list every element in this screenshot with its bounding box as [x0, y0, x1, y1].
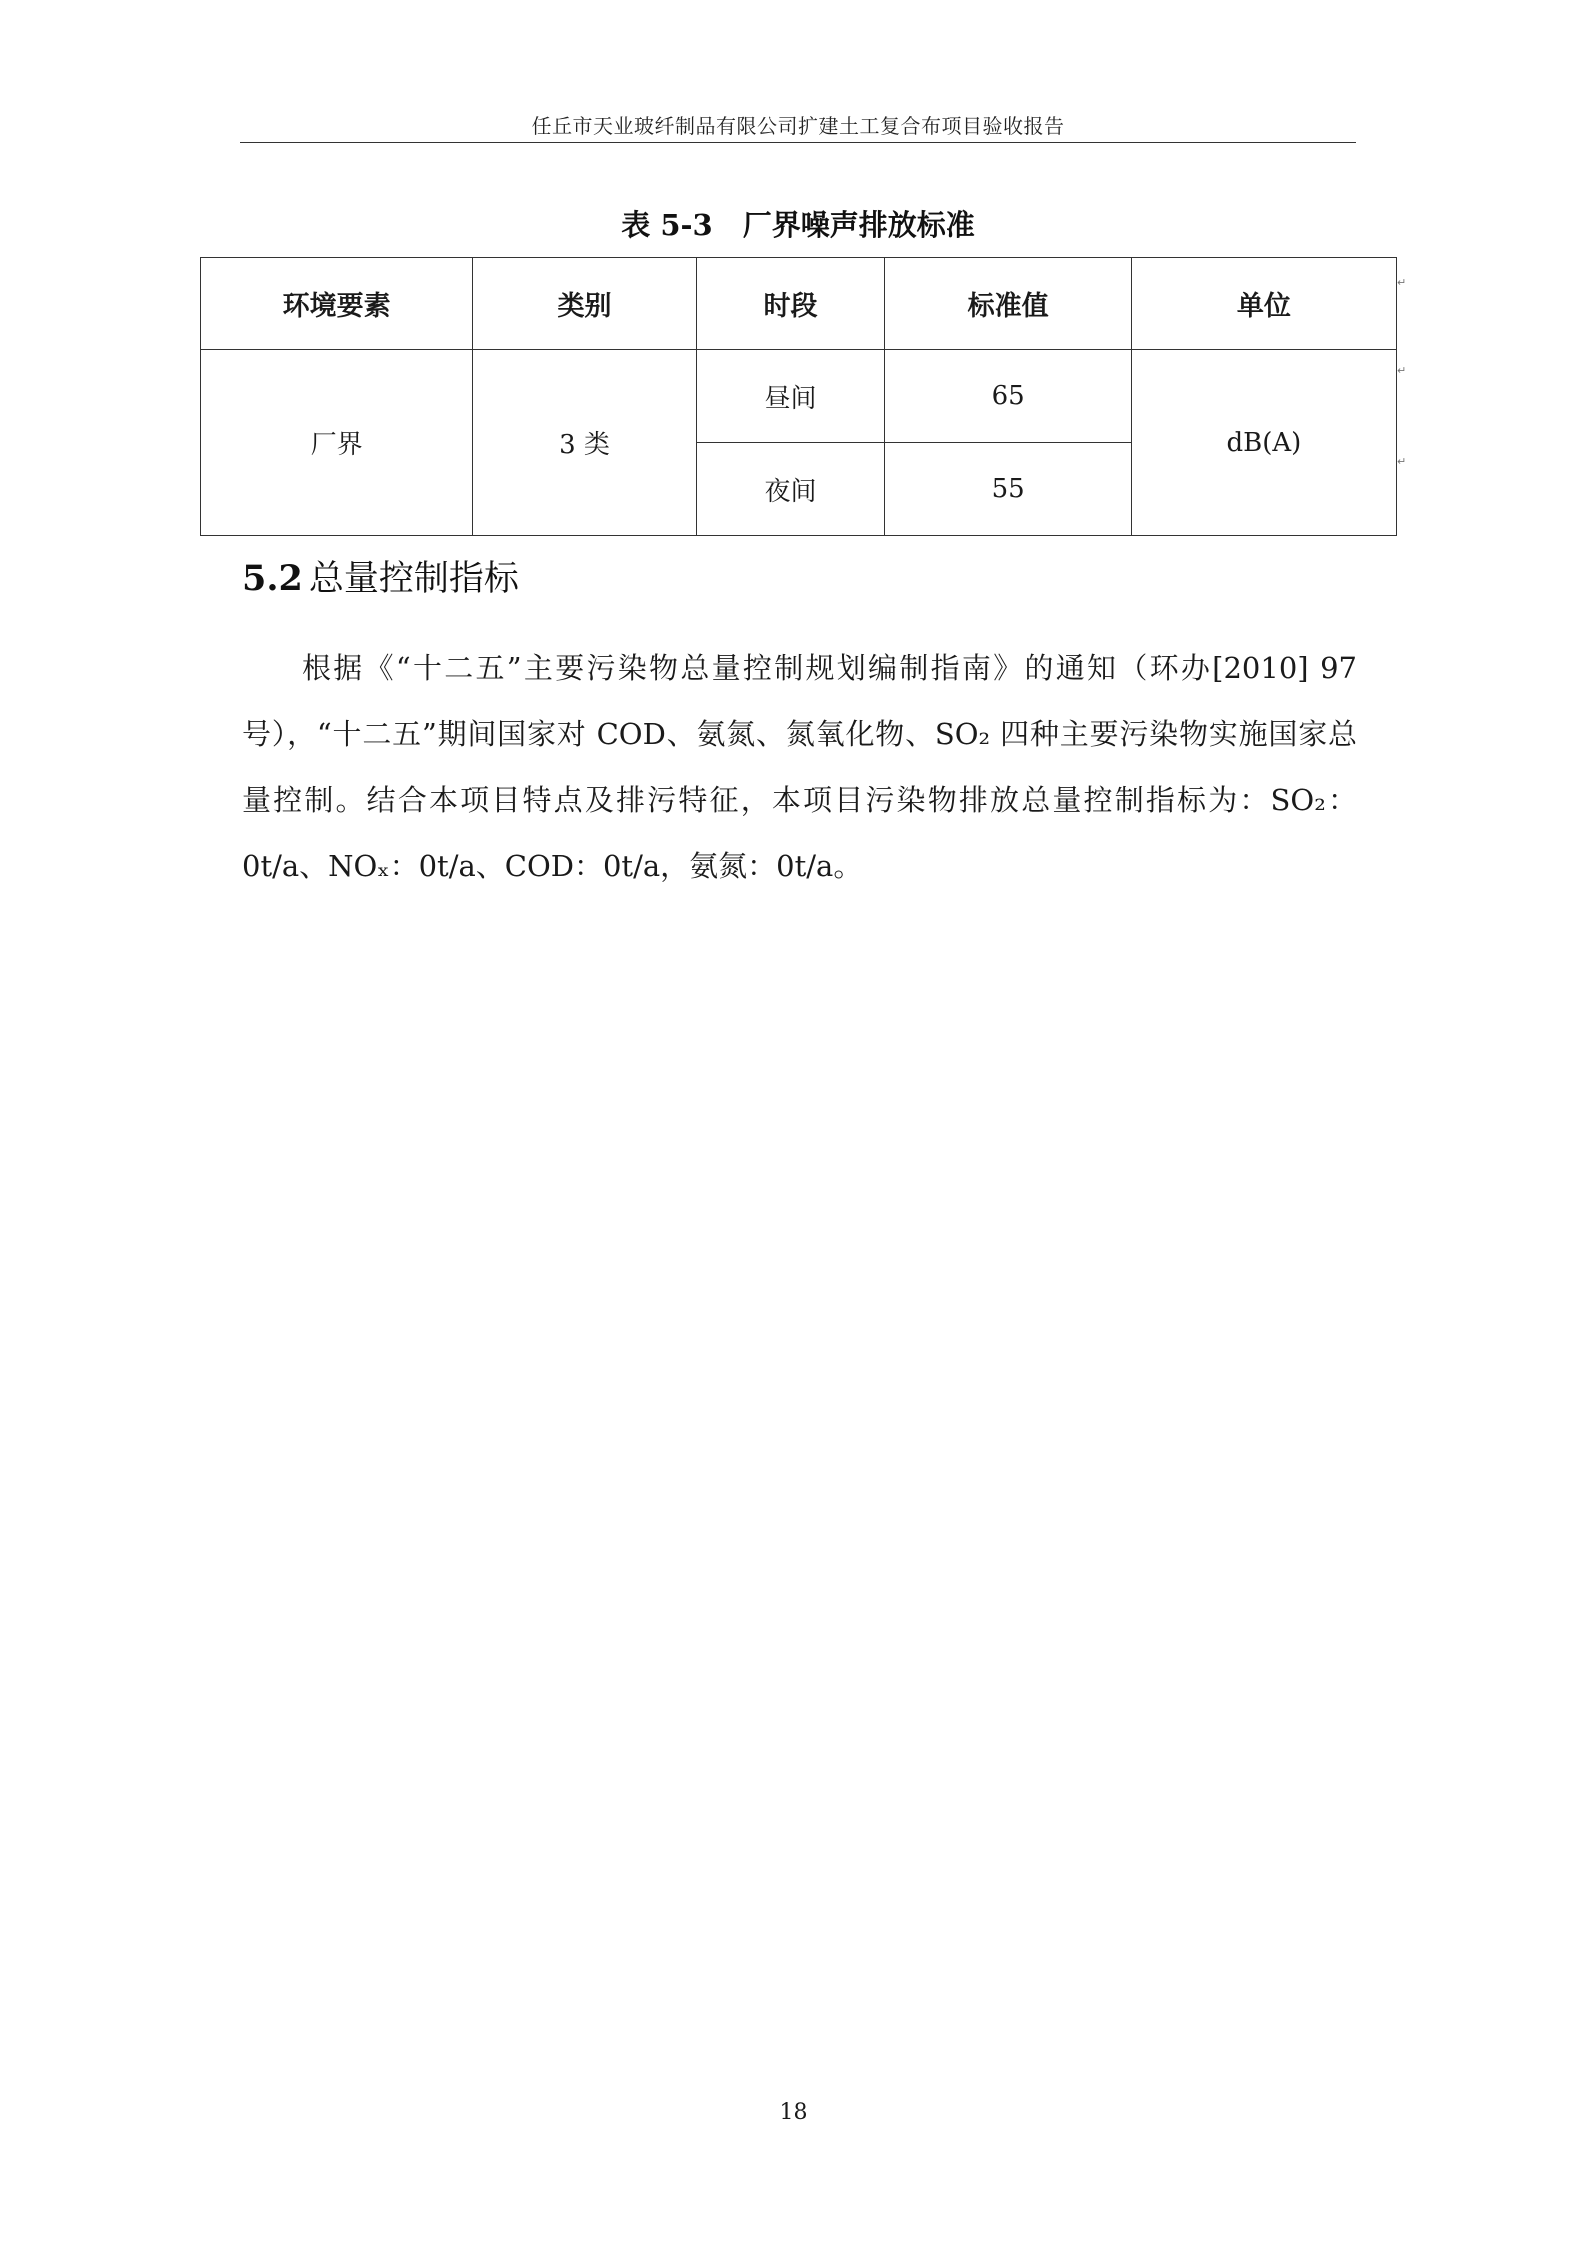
- noise-standard-table: [200, 257, 1397, 536]
- column-header-element: 环境要素: [201, 258, 473, 350]
- cell-element: 厂界: [201, 350, 473, 536]
- table-caption: [200, 203, 1396, 244]
- cell-category: 3 类: [473, 350, 696, 536]
- section-title: 总量控制指标: [308, 559, 519, 599]
- column-header-unit: 单位: [1131, 258, 1396, 350]
- table-caption-title: 厂界噪声排放标准: [742, 208, 975, 242]
- paragraph-mark-icon: ↵: [1397, 276, 1407, 289]
- table-row: [201, 350, 1397, 443]
- column-header-period: 时段: [696, 258, 885, 350]
- cell-period-day: 昼间: [696, 350, 885, 443]
- section-number: 5.2: [242, 558, 303, 599]
- page-number: 18: [779, 2100, 808, 2125]
- column-header-standard-value: 标准值: [885, 258, 1131, 350]
- table-header-row: [201, 258, 1397, 350]
- column-header-category: 类别: [473, 258, 696, 350]
- section-heading: [242, 551, 519, 601]
- paragraph-mark-icon: ↵: [1397, 364, 1407, 377]
- cell-value-day: 65: [885, 350, 1131, 443]
- body-paragraph: 根据《“十二五”主要污染物总量控制规划编制指南》的通知（环办[2010] 97号），“十二五”期间国家对 COD、氨氮、氮氧化物、SO₂ 四种主要污染物实施国家总量控制。结合本项目特点及排污特征，本项目污染物排放总量控制指标为：SO₂：0t/a、NOₓ：0t/a、COD：0t/a，氨氮：0t/a。: [242, 651, 1357, 883]
- cell-unit: dB(A): [1131, 350, 1396, 536]
- cell-period-night: 夜间: [696, 443, 885, 536]
- cell-value-night: 55: [885, 443, 1131, 536]
- page-header-title: 任丘市天业玻纤制品有限公司扩建土工复合布项目验收报告: [531, 114, 1065, 138]
- header-divider: [240, 142, 1356, 143]
- paragraph-mark-icon: ↵: [1397, 455, 1407, 468]
- table-caption-number: 表 5-3: [621, 208, 713, 242]
